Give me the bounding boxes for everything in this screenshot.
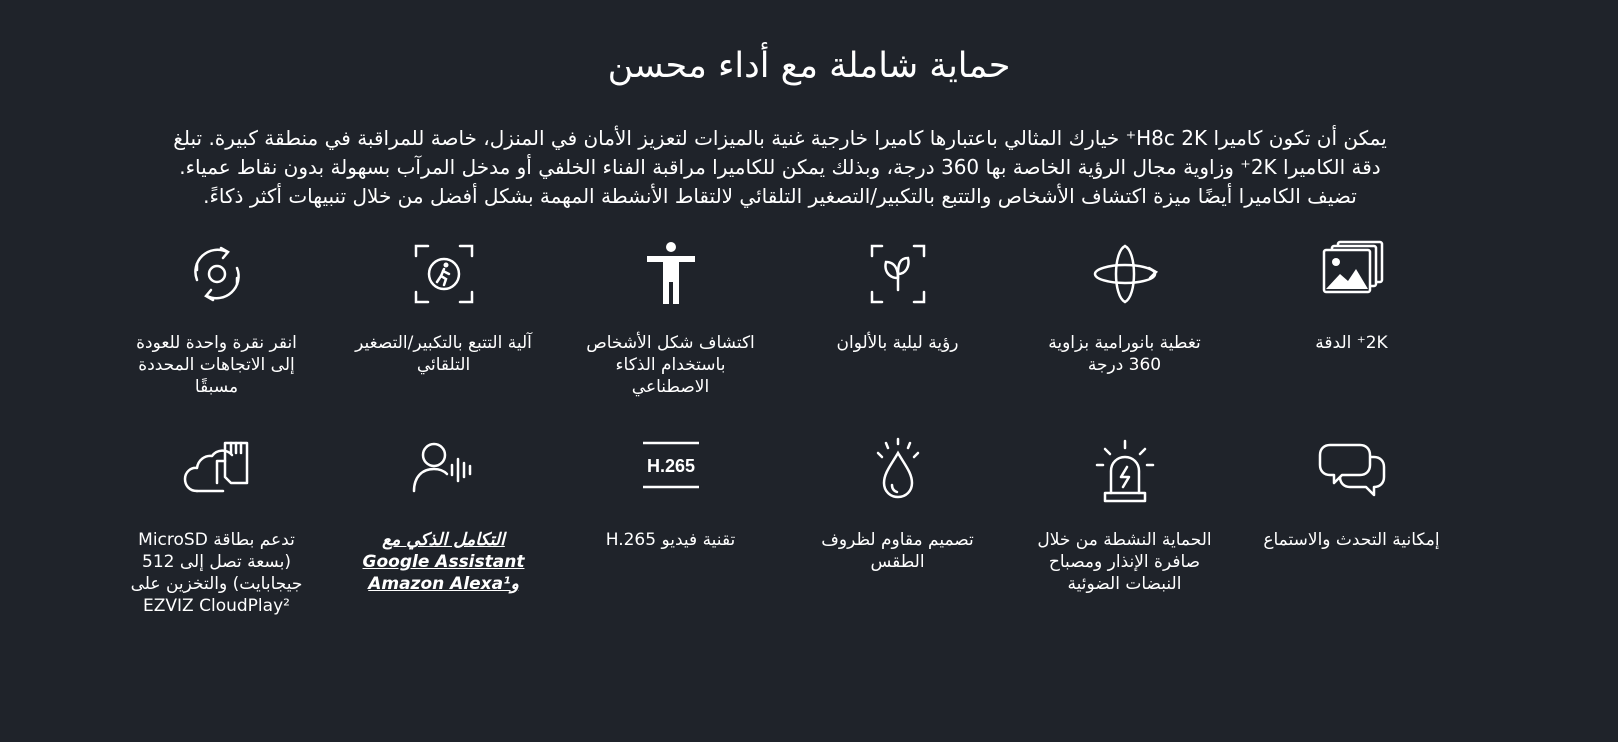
feature-auto-tracking (330, 238, 557, 438)
feature-night-vision (784, 238, 1011, 438)
night-vision-leaf-icon (858, 238, 938, 310)
auto-tracking-icon (404, 238, 484, 310)
feature-label: إمكانية التحدث والاستماع (1263, 530, 1440, 550)
feature-weatherproof (784, 435, 1011, 635)
feature-label: انقر نقرة واحدة للعودة إلى الاتجاهات المحددة مسبقًا (136, 333, 297, 397)
image-stack-icon (1312, 238, 1392, 310)
page-title: حماية شاملة مع أداء محسن (607, 46, 1011, 86)
person-detection-icon (631, 238, 711, 310)
intro-line: يمكن أن تكون كاميرا H8c 2K⁺ خيارك المثالي باعتبارها كاميرا خارجية غنية بالميزات لتعزيز الأمان في المنزل، خاصة للمراقبة في منطقة كبيرة. تبلغ (173, 126, 1387, 150)
voice-assistant-icon (404, 435, 484, 507)
feature-label: آلية التتبع بالتكبير/التصغير التلقائي (355, 333, 532, 375)
rotate-return-icon (177, 238, 257, 310)
feature-label: تغطية بانورامية بزاوية 360 درجة (1048, 333, 1201, 375)
feature-storage (103, 435, 330, 635)
intro-line: تضيف الكاميرا أيضًا ميزة اكتشاف الأشخاص والتتبع بالتكبير/التصغير التلقائي لالتقاط الأنشطة المهمة بشكل أفضل من خلال تنبيهات أكثر ذكاءً. (203, 184, 1357, 208)
intro-line: دقة الكاميرا 2K⁺ وزاوية مجال الرؤية الخاصة بها 360 درجة، وبذلك يمكن للكاميرا مراقبة الفناء الخلفي أو مدخل المرآب بسهولة بدون نقاط عمياء. (179, 155, 1381, 179)
feature-label: 2K⁺ الدقة (1315, 333, 1388, 353)
feature-link-voice-assistant[interactable] (349, 529, 539, 595)
feature-label: تصميم مقاوم لظروف الطقس (821, 530, 974, 572)
feature-label: تقنية فيديو H.265 (605, 530, 736, 550)
feature-label: تدعم بطاقة MicroSD (بسعة تصل إلى 512 جيجابايت) والتخزين على EZVIZ CloudPlay² (130, 530, 303, 616)
feature-label: رؤية ليلية بالألوان (836, 333, 959, 353)
feature-two-way-talk (1238, 435, 1465, 635)
feature-label: الحماية النشطة من خلال صافرة الإنذار ومصباح النبضات الضوئية (1037, 530, 1212, 594)
features-row-1 (101, 238, 1465, 438)
feature-label: اكتشاف شكل الأشخاص باستخدام الذكاء الاصطناعي (586, 333, 755, 397)
feature-h265 (557, 435, 784, 635)
water-drop-icon (858, 435, 938, 507)
feature-2k-resolution (1238, 238, 1465, 438)
panorama-360-icon (1085, 238, 1165, 310)
cloud-sdcard-icon (177, 435, 257, 507)
chat-bubbles-icon (1312, 435, 1392, 507)
features-row-2 (101, 435, 1465, 635)
siren-light-icon (1085, 435, 1165, 507)
intro-text (130, 124, 1430, 211)
feature-person-detection (557, 238, 784, 438)
features-grid (101, 238, 1465, 635)
feature-active-defense (1011, 435, 1238, 635)
feature-preset-return (103, 238, 330, 438)
h265-icon-text: H.265 (646, 456, 695, 476)
h265-icon (631, 435, 711, 507)
feature-panorama-360 (1011, 238, 1238, 438)
feature-voice-assistant (330, 435, 557, 635)
voice-assistant-link[interactable]: التكامل الذكي مع Google Assistant وAmazon Alexa¹ (362, 530, 525, 594)
